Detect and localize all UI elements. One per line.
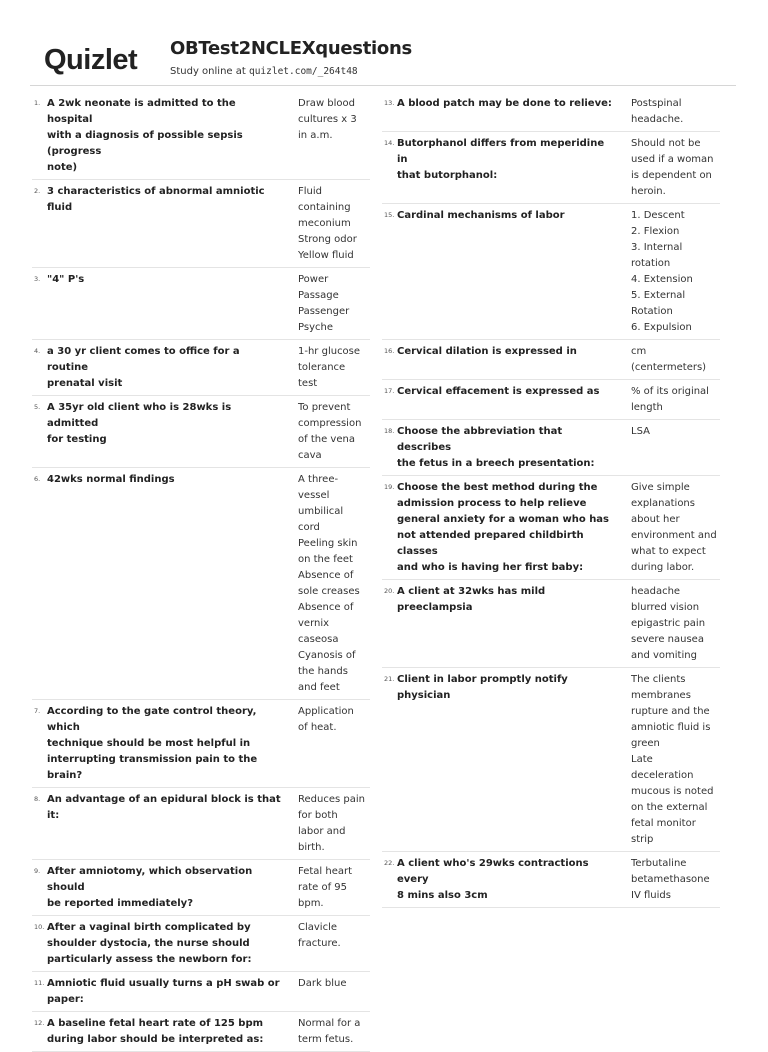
flashcard-row (32, 92, 370, 180)
card-term: An advantage of an epidural block is that it: (47, 794, 281, 821)
header (44, 36, 734, 86)
card-term: Cervical effacement is expressed as (397, 386, 600, 397)
card-term: A baseline fetal heart rate of 125 bpm during labor should be interpreted as: (47, 1018, 264, 1045)
flashcard-row (382, 92, 720, 132)
card-number: 2. (34, 187, 41, 195)
card-definition: Should not be used if a woman is dependent on heroin. (631, 138, 714, 197)
flashcard-row (32, 268, 370, 340)
flashcard-row (32, 916, 370, 972)
study-prefix: Study online at (170, 66, 249, 77)
card-definition: 1-hr glucose tolerance test (298, 346, 361, 389)
flashcard-row (382, 476, 720, 580)
page-title: OBTest2NCLEXquestions (170, 38, 412, 59)
card-number: 14. (384, 139, 395, 147)
card-number: 9. (34, 867, 41, 875)
card-number: 20. (384, 587, 395, 595)
card-term: 3 characteristics of abnormal amniotic fluid (47, 186, 265, 213)
header-divider (30, 85, 736, 86)
card-definition: LSA (631, 426, 650, 437)
card-definition: A three- vessel umbilical cord Peeling skin on the feet Absence of sole creases Absence of vernix caseosa Cyanosis of the hands and feet (298, 474, 360, 693)
card-number: 10. (34, 923, 45, 931)
card-term: a 30 yr client comes to office for a routine prenatal visit (47, 346, 240, 389)
flashcard-row (32, 1012, 370, 1052)
quizlet-logo[interactable]: Quizlet (44, 44, 138, 76)
card-term: Butorphanol differs from meperidine in that butorphanol: (397, 138, 605, 181)
card-term: A 35yr old client who is 28wks is admitted for testing (47, 402, 232, 445)
card-definition: Fetal heart rate of 95 bpm. (298, 866, 353, 909)
flashcard-row (382, 204, 720, 340)
card-definition: Dark blue (298, 978, 347, 989)
card-number: 4. (34, 347, 41, 355)
card-definition: Draw blood cultures x 3 in a.m. (298, 98, 357, 141)
card-definition: Fluid containing meconium Strong odor Yellow fluid (298, 186, 357, 261)
card-term: Cardinal mechanisms of labor (397, 210, 565, 221)
card-definition: The clients membranes rupture and the amniotic fluid is green Late deceleration mucous is noted on the external fetal monitor strip (631, 674, 714, 845)
card-number: 16. (384, 347, 395, 355)
card-term: After a vaginal birth complicated by shoulder dystocia, the nurse should particularly assess the newborn for: (47, 922, 252, 965)
card-number: 15. (384, 211, 395, 219)
card-term: Amniotic fluid usually turns a pH swab or paper: (47, 978, 280, 1005)
card-definition: % of its original length (631, 386, 709, 413)
card-number: 19. (384, 483, 395, 491)
card-number: 7. (34, 707, 41, 715)
card-definition: Power Passage Passenger Psyche (298, 274, 350, 333)
card-number: 22. (384, 859, 395, 867)
study-online-line (170, 66, 358, 77)
card-definition: Application of heat. (298, 706, 354, 733)
card-definition: Terbutaline betamethasone IV fluids (631, 858, 710, 901)
card-term: A client at 32wks has mild preeclampsia (397, 586, 546, 613)
study-url-link[interactable]: quizlet.com/_264t48 (248, 66, 358, 77)
flashcard-row (32, 972, 370, 1012)
card-definition: cm (centermeters) (631, 346, 707, 373)
flashcard-row (382, 132, 720, 204)
card-number: 6. (34, 475, 41, 483)
card-definition: To prevent compression of the vena cava (298, 402, 362, 461)
flashcard-row (32, 788, 370, 860)
card-number: 17. (384, 387, 395, 395)
card-number: 5. (34, 403, 41, 411)
card-definition: headache blurred vision epigastric pain severe nausea and vomiting (631, 586, 706, 661)
flashcard-row (382, 580, 720, 668)
flashcard-row (32, 180, 370, 268)
card-term: 42wks normal findings (47, 474, 175, 485)
card-number: 13. (384, 99, 395, 107)
card-definition: Clavicle fracture. (298, 922, 341, 949)
flashcard-row (382, 668, 720, 852)
card-number: 8. (34, 795, 41, 803)
card-number: 3. (34, 275, 41, 283)
card-number: 11. (34, 979, 45, 987)
card-term: After amniotomy, which observation should be reported immediately? (47, 866, 253, 909)
card-definition: Reduces pain for both labor and birth. (298, 794, 365, 853)
card-number: 21. (384, 675, 395, 683)
flashcard-row (32, 860, 370, 916)
flashcard-row (32, 340, 370, 396)
flashcard-row (32, 468, 370, 700)
card-definition: Postspinal headache. (631, 98, 684, 125)
card-term: A 2wk neonate is admitted to the hospital with a diagnosis of possible sepsis (progress note) (47, 98, 243, 173)
left-column (32, 92, 370, 1052)
card-term: A blood patch may be done to relieve: (397, 98, 612, 109)
flashcard-row (382, 380, 720, 420)
right-column (382, 92, 720, 908)
flashcard-row (382, 852, 720, 908)
flashcard-row (32, 700, 370, 788)
flashcard-row (32, 396, 370, 468)
card-term: Choose the best method during the admission process to help relieve general anxiety for a woman who has not attended prepared childbirth classes and who is having her first baby: (397, 482, 610, 573)
card-number: 18. (384, 427, 395, 435)
flashcard-row (382, 340, 720, 380)
card-number: 12. (34, 1019, 45, 1027)
card-term: Client in labor promptly notify physician (397, 674, 568, 701)
card-term: "4" P's (47, 274, 85, 285)
card-term: A client who's 29wks contractions every 8 mins also 3cm (397, 858, 589, 901)
card-definition: Give simple explanations about her environment and what to expect during labor. (631, 482, 717, 573)
flashcard-row (382, 420, 720, 476)
card-definition: Normal for a term fetus. (298, 1018, 361, 1045)
card-term: Choose the abbreviation that describes the fetus in a breech presentation: (397, 426, 595, 469)
card-definition: 1. Descent 2. Flexion 3. Internal rotation 4. Extension 5. External Rotation 6. Expulsion (631, 210, 693, 333)
card-number: 1. (34, 99, 41, 107)
card-term: According to the gate control theory, which technique should be most helpful in interrupting transmission pain to the brain? (47, 706, 258, 781)
card-term: Cervical dilation is expressed in (397, 346, 577, 357)
